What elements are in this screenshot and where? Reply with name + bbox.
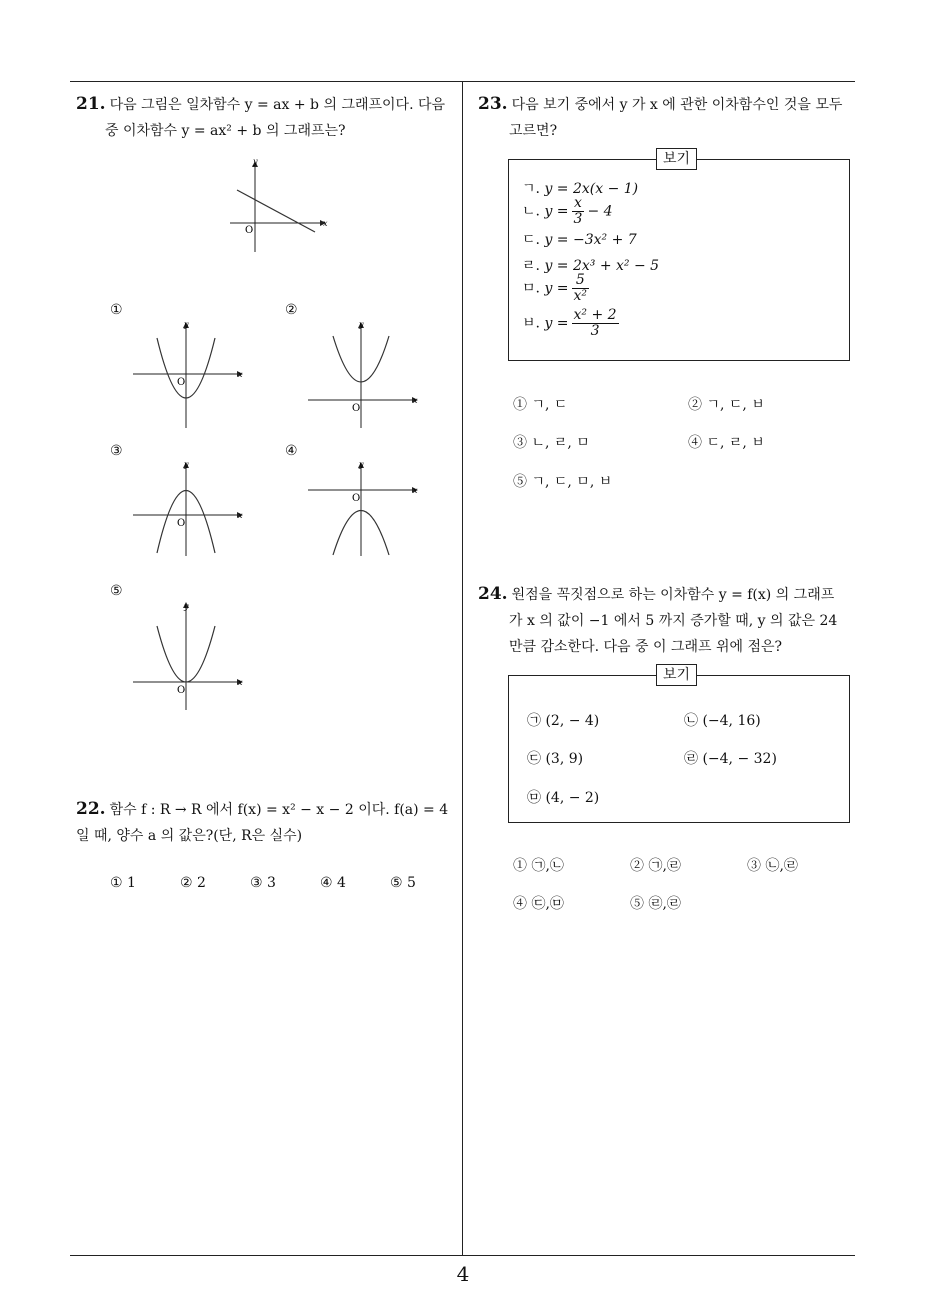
- numerator: x: [572, 196, 585, 212]
- svg-text:O: O: [177, 518, 186, 529]
- item-label: ㅁ.: [522, 280, 540, 297]
- option-2-graph[interactable]: [305, 318, 425, 433]
- axis-x-label: x: [323, 219, 328, 228]
- q22-choice-4[interactable]: ④ 4: [320, 875, 346, 891]
- item-label: ㄴ.: [522, 203, 540, 220]
- item-expr: y =: [544, 315, 569, 332]
- svg-text:x: x: [413, 396, 418, 405]
- item-expr: y = 2x(x − 1): [544, 181, 639, 197]
- option-5-graph[interactable]: [130, 598, 250, 713]
- item-label: ㅂ.: [522, 315, 540, 332]
- svg-text:x: x: [238, 511, 243, 520]
- q24-choice-1[interactable]: ① ㉠,㉡: [513, 858, 564, 874]
- q24-point-3: ㉢ (3, 9): [527, 751, 584, 767]
- q22-choice-5[interactable]: ⑤ 5: [390, 875, 416, 891]
- question-number: 22.: [76, 799, 106, 819]
- question-22-line2: 일 때, 양수 a 의 값은?(단, R은 실수): [76, 828, 303, 844]
- item-expr: y =: [544, 203, 569, 220]
- question-text: 함수 f : R → R 에서 f(x) = x² − x − 2 이다. f(a) = 4: [109, 802, 449, 818]
- svg-text:y: y: [359, 460, 364, 469]
- item-expr: y =: [544, 280, 569, 297]
- svg-text:O: O: [352, 493, 361, 504]
- svg-text:y: y: [184, 320, 189, 329]
- question-24: [478, 581, 863, 660]
- question-24-line3: 만큼 감소한다. 다음 중 이 그래프 위에 점은?: [509, 639, 783, 655]
- item-label: ㄹ.: [522, 258, 540, 274]
- bottom-rule: [70, 1255, 855, 1256]
- q23-bogi-title: 보기: [656, 148, 697, 170]
- question-23: [478, 91, 858, 144]
- q23-choice-4[interactable]: ④ ㄷ, ㄹ, ㅂ: [688, 435, 765, 451]
- column-divider: [462, 81, 463, 1256]
- question-23-line1: [478, 91, 858, 118]
- question-number: 23.: [478, 94, 508, 114]
- item-label: ㄱ.: [522, 181, 540, 197]
- fraction: [572, 308, 619, 339]
- q24-point-5: ㉤ (4, − 2): [527, 790, 600, 806]
- q24-choice-3[interactable]: ③ ㉡,㉣: [747, 858, 798, 874]
- question-21-line1: [76, 91, 461, 118]
- axis-y-label: y: [253, 157, 258, 166]
- q24-choice-4[interactable]: ④ ㉢,㉤: [513, 896, 564, 912]
- svg-text:x: x: [238, 370, 243, 379]
- q23-choice-3[interactable]: ③ ㄴ, ㄹ, ㅁ: [513, 435, 590, 451]
- denominator: 3: [573, 211, 583, 227]
- option-5-label[interactable]: ⑤: [110, 583, 123, 599]
- svg-text:x: x: [238, 678, 243, 687]
- question-number: 21.: [76, 94, 106, 114]
- reference-linear-graph: [225, 152, 335, 257]
- question-text: 원점을 꼭짓점으로 하는 이차함수 y = f(x) 의 그래프: [511, 587, 835, 603]
- q23-item-2: [522, 196, 613, 227]
- question-24-line1: [478, 581, 863, 608]
- item-expr: y = 2x³ + x² − 5: [544, 258, 660, 274]
- q23-choice-2[interactable]: ② ㄱ, ㄷ, ㅂ: [688, 397, 765, 413]
- q22-choice-1[interactable]: ① 1: [110, 875, 136, 891]
- question-text: 다음 그림은 일차함수 y = ax + b 의 그래프이다. 다음: [109, 97, 446, 113]
- svg-text:O: O: [352, 403, 361, 414]
- svg-text:O: O: [177, 685, 186, 696]
- q23-item-6: [522, 308, 622, 339]
- fraction: [572, 273, 590, 304]
- q24-point-2: ㉡ (−4, 16): [684, 713, 761, 729]
- q24-point-1: ㉠ (2, − 4): [527, 713, 600, 729]
- q23-choice-1[interactable]: ① ㄱ, ㄷ: [513, 397, 568, 413]
- option-4-graph[interactable]: [305, 458, 425, 558]
- item-expr-tail: − 4: [587, 203, 613, 220]
- numerator: x² + 2: [573, 307, 617, 323]
- question-24-line2: 가 x 의 값이 −1 에서 5 까지 증가할 때, y 의 값은 24: [509, 613, 838, 629]
- svg-text:y: y: [359, 320, 364, 329]
- question-22-line1: [76, 796, 461, 823]
- option-1-graph[interactable]: [130, 318, 250, 433]
- svg-text:x: x: [413, 486, 418, 495]
- question-text: 다음 보기 중에서 y 가 x 에 관한 이차함수인 것을 모두: [511, 97, 843, 113]
- question-21: [76, 91, 461, 144]
- denominator: 3: [590, 323, 600, 339]
- q23-item-3: [522, 229, 637, 249]
- question-22: [76, 796, 461, 849]
- origin-label: O: [245, 225, 254, 236]
- svg-text:y: y: [184, 602, 189, 611]
- q23-choice-5[interactable]: ⑤ ㄱ, ㄷ, ㅁ, ㅂ: [513, 474, 613, 490]
- numerator: 5: [572, 273, 590, 289]
- q24-bogi-title: 보기: [656, 664, 697, 686]
- option-4-label[interactable]: ④: [285, 443, 298, 459]
- q22-choice-3[interactable]: ③ 3: [250, 875, 276, 891]
- q22-choice-2[interactable]: ② 2: [180, 875, 206, 891]
- item-expr: y = −3x² + 7: [544, 232, 637, 248]
- q24-choice-5[interactable]: ⑤ ㉣,㉣: [630, 896, 681, 912]
- option-3-label[interactable]: ③: [110, 443, 123, 459]
- option-2-label[interactable]: ②: [285, 302, 298, 318]
- q24-point-4: ㉣ (−4, − 32): [684, 751, 777, 767]
- svg-text:y: y: [184, 460, 189, 469]
- question-21-line2: 중 이차함수 y = ax² + b 의 그래프는?: [105, 123, 346, 139]
- q24-choice-2[interactable]: ② ㉠,㉣: [630, 858, 681, 874]
- svg-text:O: O: [177, 377, 186, 388]
- denominator: x²: [573, 288, 588, 304]
- q23-item-4: [522, 255, 659, 275]
- question-number: 24.: [478, 584, 508, 604]
- question-23-line2: 고르면?: [509, 123, 558, 139]
- option-3-graph[interactable]: [130, 458, 250, 558]
- item-label: ㄷ.: [522, 232, 540, 248]
- option-1-label[interactable]: ①: [110, 302, 123, 318]
- q23-item-5: [522, 273, 592, 304]
- fraction: [572, 196, 585, 227]
- page-number: 4: [456, 1262, 470, 1286]
